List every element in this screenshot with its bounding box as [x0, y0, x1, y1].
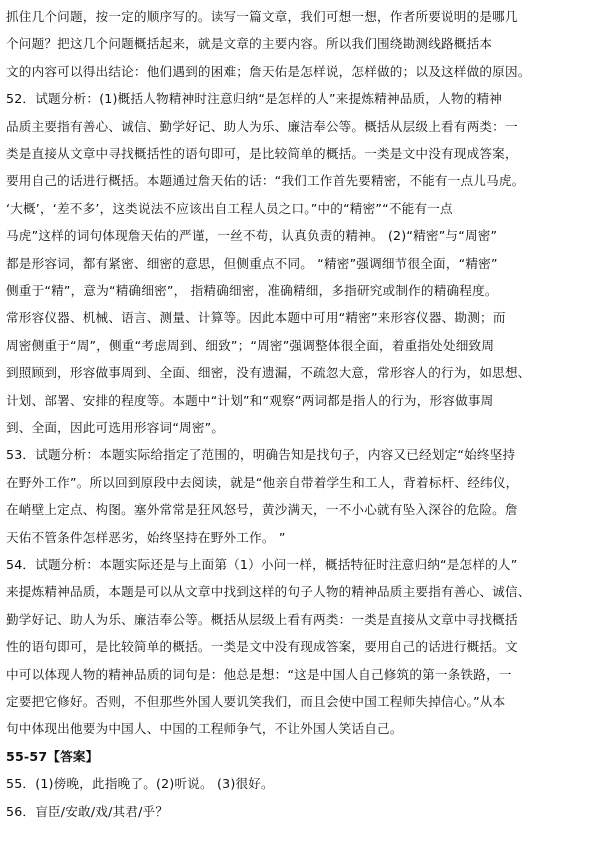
- text-line: 天佑不管条件怎样恶劣，始终坚持在野外工作。 ”: [6, 529, 286, 545]
- text-line: 定要把它修好。否则，不但那些外国人要讥笑我们，而且会使中国工程师失掉信心。”从本: [6, 694, 506, 709]
- text-line: 55-57【答案】: [6, 748, 99, 764]
- text-line: 抓住几个问题，按一定的顺序写的。读写一篇文章，我们可想一想，作者所要说明的是哪几: [6, 9, 518, 24]
- text-line: 都是形容词，都有紧密、细密的意思，但侧重点不同。 “精密”强调细节很全面，“精密”: [6, 255, 498, 271]
- text-line: 在野外工作”。所以回到原段中去阅读，就是“他亲自带着学生和工人，背着标杆、经纬仪，: [6, 474, 519, 490]
- text-line: 到照顾到，形容做事周到、全面、细密，没有遗漏，不疏忽大意，常形容人的行为，如思想、: [6, 365, 531, 381]
- text-line: 要用自己的话进行概括。本题通过詹天佑的话：“我们工作首先要精密，不能有一点儿马虎。: [6, 173, 525, 189]
- text-line: 马虎”这样的词句体现詹天佑的严谨，一丝不苟，认真负责的精神。 (2)“精密”与“周密”: [6, 228, 498, 244]
- text-line: 54．试题分析：本题实际还是与上面第（1）小问一样，概括特征时注意归纳“是怎样的人”: [6, 557, 518, 572]
- text-line: 侧重于“精”，意为“精确细密”， 指精确细密，准确精细，多指研究或制作的精确程度。: [6, 283, 498, 298]
- text-line: 勤学好记、助人为乐、廉洁奉公等。概括从层级上看有两类：一类是直接从文章中寻找概括: [6, 611, 518, 627]
- text-line: 文的内容可以得出结论：他们遇到的困难；詹天佑是怎样说，怎样做的；以及这样做的原因。: [6, 63, 531, 79]
- text-line: 56．盲臣/安敢/戏/其君/乎？: [6, 803, 169, 819]
- text-line: 在峭壁上定点、构图。塞外常常是狂风怒号，黄沙满天，一不小心就有坠入深谷的危险。詹: [6, 502, 518, 518]
- text-line: 品质主要指有善心、诚信、勤学好记、助人为乐、廉洁奉公等。概括从层级上看有两类：一: [6, 118, 518, 134]
- text-line: ‘大概’，‘差不多’，这类说法不应该出自工程人员之口。”中的“精密”“不能有一点: [6, 200, 453, 216]
- text-line: 到、全面，因此可选用形容词“周密”。: [6, 420, 225, 435]
- text-line: 计划、部署、安排的程度等。本题中“计划”和“观察”两词都是指人的行为，形容做事周: [6, 392, 494, 408]
- text-line: 53．试题分析：本题实际给指定了范围的，明确告知是找句子，内容又已经划定“始终坚持: [6, 447, 516, 463]
- text-line: 中可以体现人物的精神品质的词句是：他总是想：“这是中国人自己修筑的第一条铁路，一: [6, 666, 512, 682]
- text-line: 个问题？把这几个问题概括起来，就是文章的主要内容。所以我们围绕勘测线路概括本: [6, 36, 493, 52]
- text-line: 常形容仪器、机械、语言、测量、计算等。因此本题中可用“精密”来形容仪器、勘测；而: [6, 310, 506, 326]
- text-line: 55．(1)傍晚，此指晚了。(2)听说。 (3)很好。: [6, 776, 274, 792]
- text-line: 类是直接从文章中寻找概括性的语句即可，是比较简单的概括。一类是文中没有现成答案，: [6, 146, 518, 161]
- text-line: 句中体现出他要为中国人、中国的工程师争气，不让外国人笑话自己。: [6, 721, 403, 737]
- text-line: 周密侧重于“周”，侧重“考虑周到、细致”；“周密”强调整体很全面，着重指处处细致周: [6, 337, 495, 353]
- text-line: 来提炼精神品质，本题是可以从文章中找到这样的句子人物的精神品质主要指有善心、诚信、: [6, 584, 531, 600]
- text-line: 52．试题分析：(1)概括人物精神时注意归纳“是怎样的人”来提炼精神品质，人物的精神: [6, 91, 503, 107]
- text-line: 性的语句即可，是比较简单的概括。一类是文中没有现成答案，要用自己的话进行概括。文: [6, 639, 518, 655]
